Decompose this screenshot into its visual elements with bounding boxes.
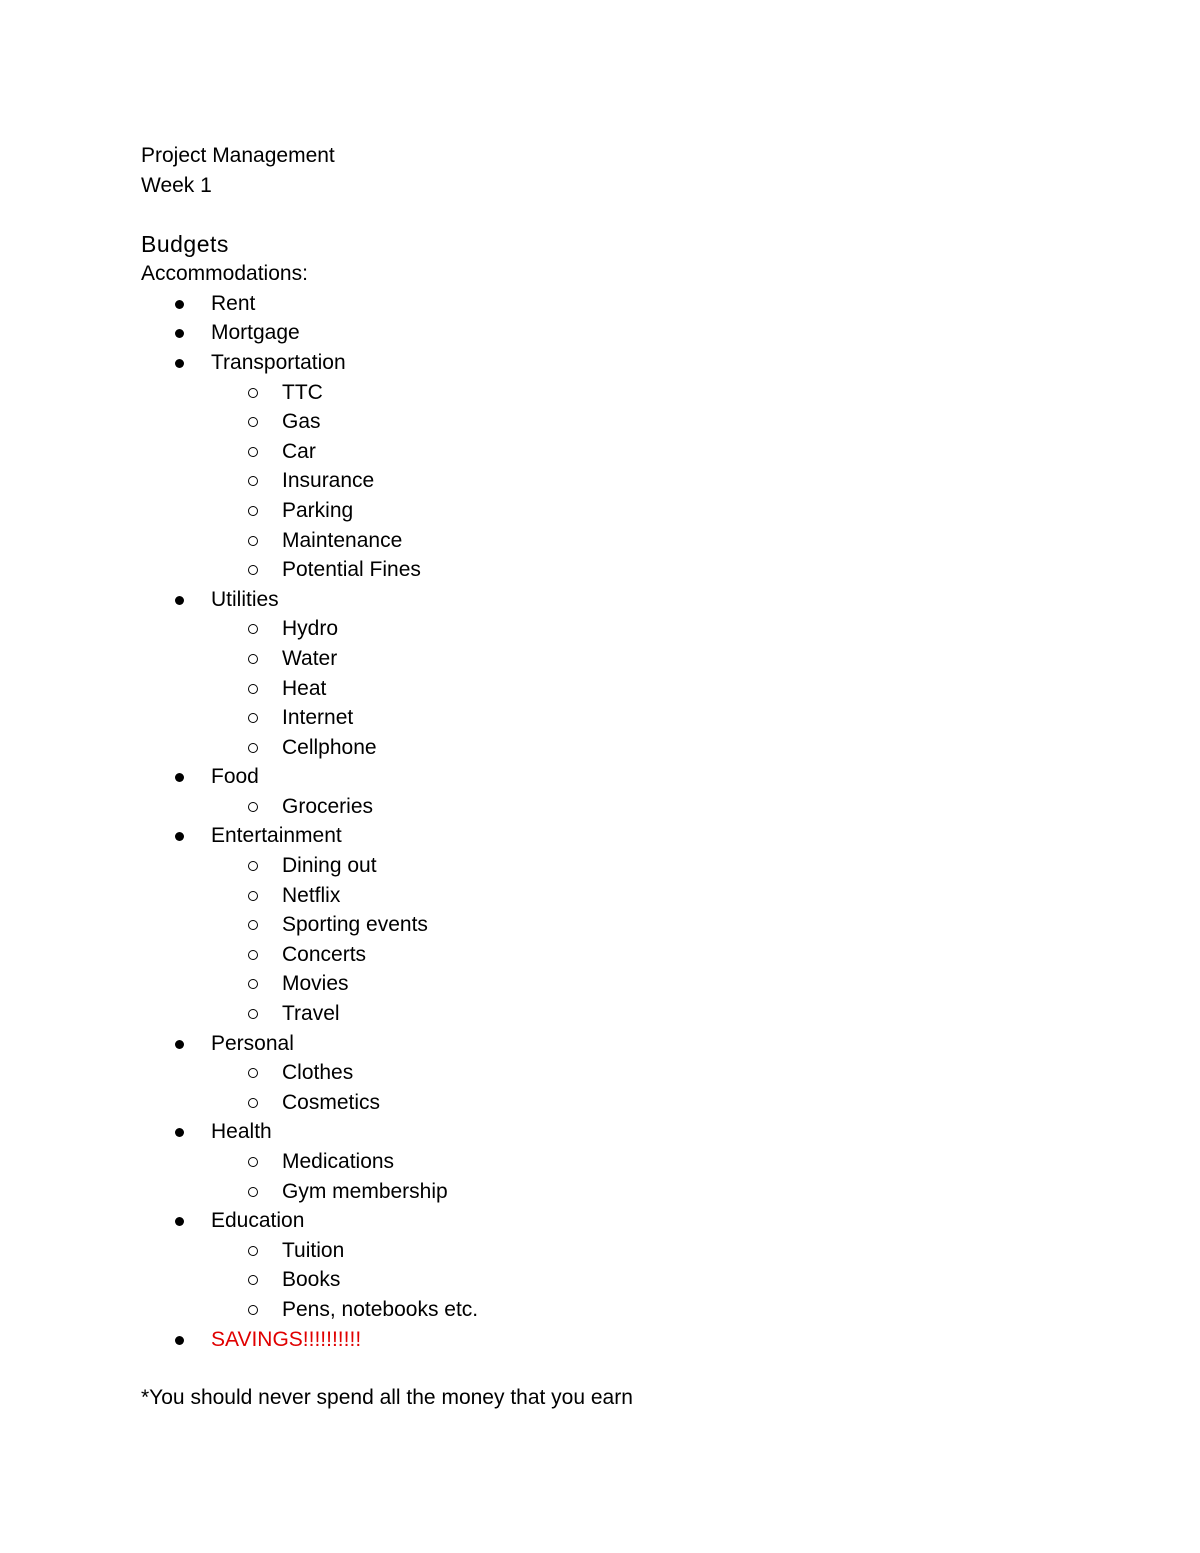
sub-list-item bbox=[141, 940, 1061, 970]
sub-list-item-label: Potential Fines bbox=[282, 558, 421, 582]
sub-list-item bbox=[141, 614, 1061, 644]
bullet-icon bbox=[175, 1128, 184, 1137]
circle-bullet-icon bbox=[248, 1068, 258, 1078]
course-title: Project Management bbox=[141, 144, 335, 167]
sub-list-item-label: TTC bbox=[282, 380, 323, 404]
sub-list-item bbox=[141, 733, 1061, 763]
sub-list-item-label: Dining out bbox=[282, 854, 377, 878]
sub-list-item-label: Books bbox=[282, 1268, 341, 1292]
list-item-label: Personal bbox=[211, 1031, 294, 1055]
sub-list-item bbox=[141, 1147, 1061, 1177]
sub-list-item-label: Movies bbox=[282, 972, 349, 996]
sub-list-item bbox=[141, 792, 1061, 822]
circle-bullet-icon bbox=[248, 506, 258, 516]
sub-list-item-label: Concerts bbox=[282, 942, 367, 966]
list-item-label: Food bbox=[211, 765, 259, 789]
sub-list-item bbox=[141, 910, 1061, 940]
circle-bullet-icon bbox=[248, 1275, 258, 1285]
sub-list-item-label: Cosmetics bbox=[282, 1090, 381, 1114]
list-item-label: Rent bbox=[211, 291, 256, 315]
sub-list-item-label: Groceries bbox=[282, 794, 374, 818]
sub-list-item bbox=[141, 1295, 1061, 1325]
circle-bullet-icon bbox=[248, 861, 258, 871]
sub-list-item bbox=[141, 378, 1061, 408]
circle-bullet-icon bbox=[248, 1187, 258, 1197]
sub-list-item-label: Netflix bbox=[282, 883, 341, 907]
sub-list-item-label: Cellphone bbox=[282, 735, 377, 759]
sub-list-item-label: Tuition bbox=[282, 1238, 345, 1262]
circle-bullet-icon bbox=[248, 684, 258, 694]
list-item bbox=[141, 762, 1061, 792]
circle-bullet-icon bbox=[248, 447, 258, 457]
sub-list-item-label: Travel bbox=[282, 1002, 340, 1026]
sub-list-item bbox=[141, 1177, 1061, 1207]
sub-list-item bbox=[141, 881, 1061, 911]
circle-bullet-icon bbox=[248, 624, 258, 634]
sub-list-item bbox=[141, 969, 1061, 999]
sub-list-item bbox=[141, 466, 1061, 496]
sub-list-item-label: Clothes bbox=[282, 1061, 354, 1085]
section-subtitle: Accommodations: bbox=[141, 262, 308, 286]
bullet-icon bbox=[175, 359, 184, 368]
bullet-icon bbox=[175, 1217, 184, 1226]
sub-list-item-label: Hydro bbox=[282, 617, 339, 641]
bullet-icon bbox=[175, 300, 184, 309]
circle-bullet-icon bbox=[248, 891, 258, 901]
sub-list-item bbox=[141, 674, 1061, 704]
sub-list-item-label: Car bbox=[282, 439, 316, 463]
budget-list bbox=[141, 289, 1061, 1354]
circle-bullet-icon bbox=[248, 979, 258, 989]
sub-list-item-label: Gym membership bbox=[282, 1179, 448, 1203]
list-item bbox=[141, 821, 1061, 851]
circle-bullet-icon bbox=[248, 1009, 258, 1019]
circle-bullet-icon bbox=[248, 713, 258, 723]
sub-list-item-label: Medications bbox=[282, 1150, 395, 1173]
bullet-icon bbox=[175, 832, 184, 841]
sub-list-item-label: Gas bbox=[282, 410, 321, 434]
circle-bullet-icon bbox=[248, 1157, 258, 1167]
list-item-label: Mortgage bbox=[211, 321, 300, 345]
circle-bullet-icon bbox=[248, 802, 258, 812]
week-label: Week 1 bbox=[141, 173, 212, 197]
list-item-label: Health bbox=[211, 1120, 272, 1144]
sub-list-item-label: Water bbox=[282, 646, 338, 670]
sub-list-item-label: Internet bbox=[282, 706, 354, 730]
list-item bbox=[141, 1325, 1061, 1355]
circle-bullet-icon bbox=[248, 417, 258, 427]
sub-list-item bbox=[141, 1236, 1061, 1266]
circle-bullet-icon bbox=[248, 476, 258, 486]
list-item bbox=[141, 348, 1061, 378]
sub-list-item bbox=[141, 644, 1061, 674]
list-item-label: Entertainment bbox=[211, 824, 342, 848]
sub-list-item bbox=[141, 496, 1061, 526]
list-item bbox=[141, 585, 1061, 615]
bullet-icon bbox=[175, 596, 184, 605]
sub-list-item bbox=[141, 851, 1061, 881]
circle-bullet-icon bbox=[248, 1246, 258, 1256]
list-item-label: Education bbox=[211, 1209, 305, 1233]
sub-list-item-label: Sporting events bbox=[282, 913, 428, 937]
sub-list-item bbox=[141, 526, 1061, 556]
sub-list-item bbox=[141, 437, 1061, 467]
list-item bbox=[141, 318, 1061, 348]
footnote: *You should never spend all the money that you earn bbox=[141, 1386, 633, 1410]
bullet-icon bbox=[175, 329, 184, 338]
sub-list-item bbox=[141, 999, 1061, 1029]
list-item-label: Transportation bbox=[211, 350, 346, 374]
sub-list-item bbox=[141, 407, 1061, 437]
list-item bbox=[141, 1117, 1061, 1147]
section-heading: Budgets bbox=[141, 231, 229, 258]
list-item-label: Utilities bbox=[211, 587, 279, 611]
sub-list-item-label: Parking bbox=[282, 498, 354, 522]
sub-list-item bbox=[141, 703, 1061, 733]
bullet-icon bbox=[175, 1336, 184, 1345]
bullet-icon bbox=[175, 1040, 184, 1049]
list-item bbox=[141, 289, 1061, 319]
sub-list-item-label: Maintenance bbox=[282, 528, 403, 552]
sub-list-item bbox=[141, 1088, 1061, 1118]
circle-bullet-icon bbox=[248, 950, 258, 960]
list-item-label: SAVINGS!!!!!!!!!! bbox=[211, 1327, 362, 1351]
sub-list-item bbox=[141, 1265, 1061, 1295]
list-item bbox=[141, 1206, 1061, 1236]
bullet-icon bbox=[175, 773, 184, 782]
circle-bullet-icon bbox=[248, 1098, 258, 1108]
sub-list-item-label: Insurance bbox=[282, 469, 375, 493]
circle-bullet-icon bbox=[248, 920, 258, 930]
circle-bullet-icon bbox=[248, 1305, 258, 1315]
document-content bbox=[141, 141, 1061, 1413]
circle-bullet-icon bbox=[248, 743, 258, 753]
sub-list-item-label: Pens, notebooks etc. bbox=[282, 1297, 479, 1321]
list-item bbox=[141, 1029, 1061, 1059]
sub-list-item bbox=[141, 1058, 1061, 1088]
sub-list-item bbox=[141, 555, 1061, 585]
circle-bullet-icon bbox=[248, 565, 258, 575]
circle-bullet-icon bbox=[248, 654, 258, 664]
circle-bullet-icon bbox=[248, 536, 258, 546]
sub-list-item-label: Heat bbox=[282, 676, 327, 700]
circle-bullet-icon bbox=[248, 388, 258, 398]
